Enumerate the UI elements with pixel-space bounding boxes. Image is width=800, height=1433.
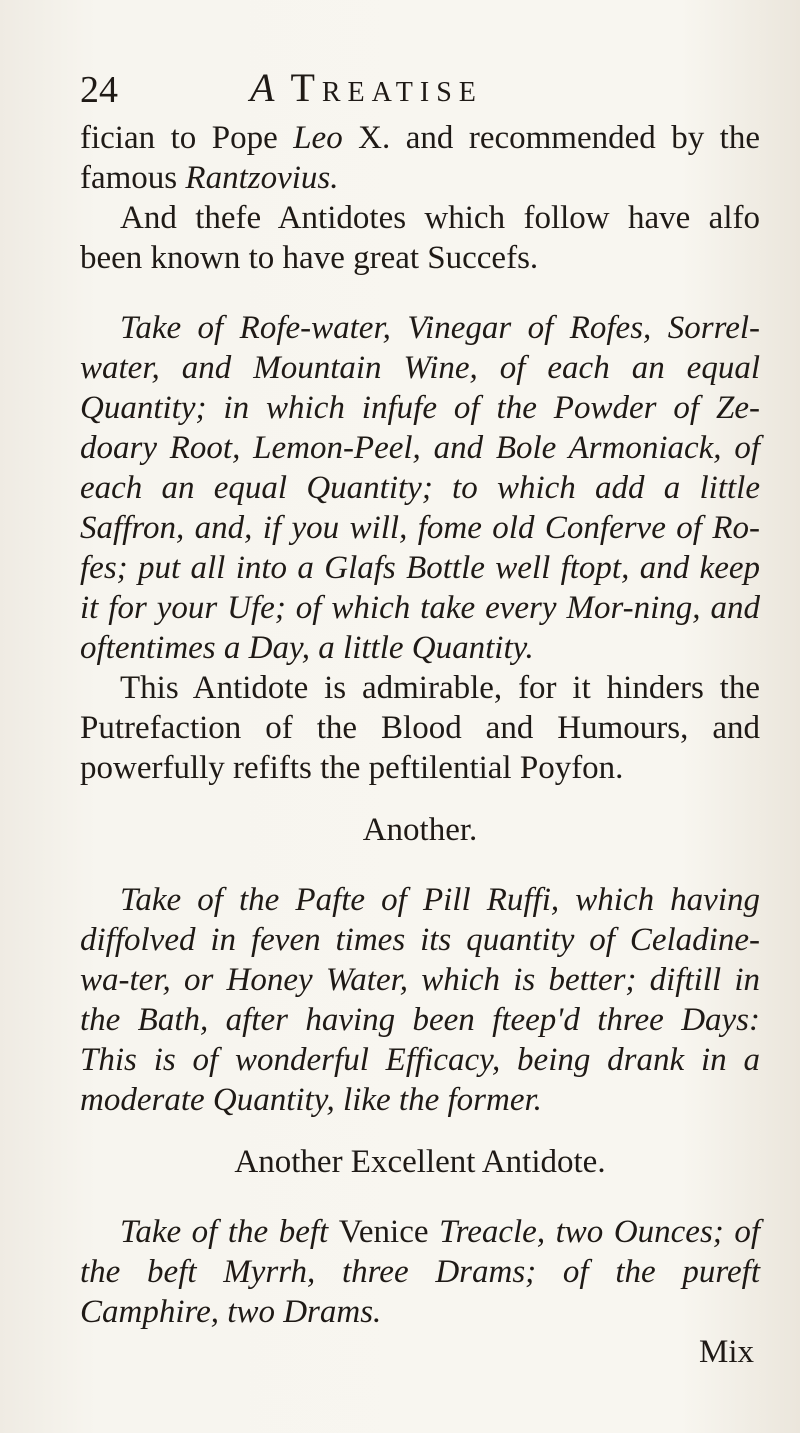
recipe-1: Take of Rofe-water, Vinegar of Rofes, Sorrel-water, and Mountain Wine, of each an equal Quantity; in which infufe of the Powder of Ze-doary Root, Lemon-Peel, and Bole Armoniack, of each an equal Quantity; to which add a little Saffron, and, if you will, fome old Conferve of Ro-fes; put all into a Glafs Bottle well ftopt, and keep it for your Ufe; of which take every Mor-ning, and oftentimes a Day, a little Quantity.	[80, 310, 760, 666]
recipe-3-text-a: Take of the beft	[120, 1214, 339, 1250]
page-header	[80, 60, 680, 120]
recipe-3	[80, 1212, 760, 1332]
running-title	[250, 64, 483, 111]
paragraph-1	[80, 118, 760, 198]
catchword: Mix	[698, 1334, 754, 1370]
recipe-3-text-b: Treacle, two Ounces; of the beft Myrrh, three Drams; of the pureft Camphire, two Drams.	[80, 1214, 760, 1330]
name-rantzovius: Rantzovius.	[185, 160, 339, 196]
running-title-word: Treatise	[290, 65, 483, 110]
page-number: 24	[80, 69, 118, 111]
paragraph-3: This Antidote is admirable, for it hinders the Putrefaction of the Blood and Humours, and powerfully refifts the peftilential Poyfon.	[80, 670, 760, 786]
paragraph-1-text-b: X. and recommended by the famous	[80, 120, 760, 196]
paragraph-1-text-a: fician to Pope	[80, 120, 294, 156]
recipe-2: Take of the Pafte of Pill Ruffi, which having diffolved in feven times its quantity of Celadine-wa-ter, or Honey Water, which is better; diftill in the Bath, after having been fteep'd three Days: This is of wonderful Efficacy, being drank in a moderate Quantity, like the former.	[80, 882, 760, 1118]
running-title-article: A	[250, 65, 275, 110]
section-heading-antidote: Another Excellent Antidote.	[234, 1144, 606, 1180]
page-body	[80, 118, 760, 1372]
place-venice: Venice	[338, 1214, 429, 1250]
name-leo: Leo	[293, 120, 343, 156]
paragraph-2: And thefe Antidotes which follow have alfo been known to have great Succefs.	[80, 200, 760, 276]
section-heading-another: Another.	[362, 812, 478, 848]
